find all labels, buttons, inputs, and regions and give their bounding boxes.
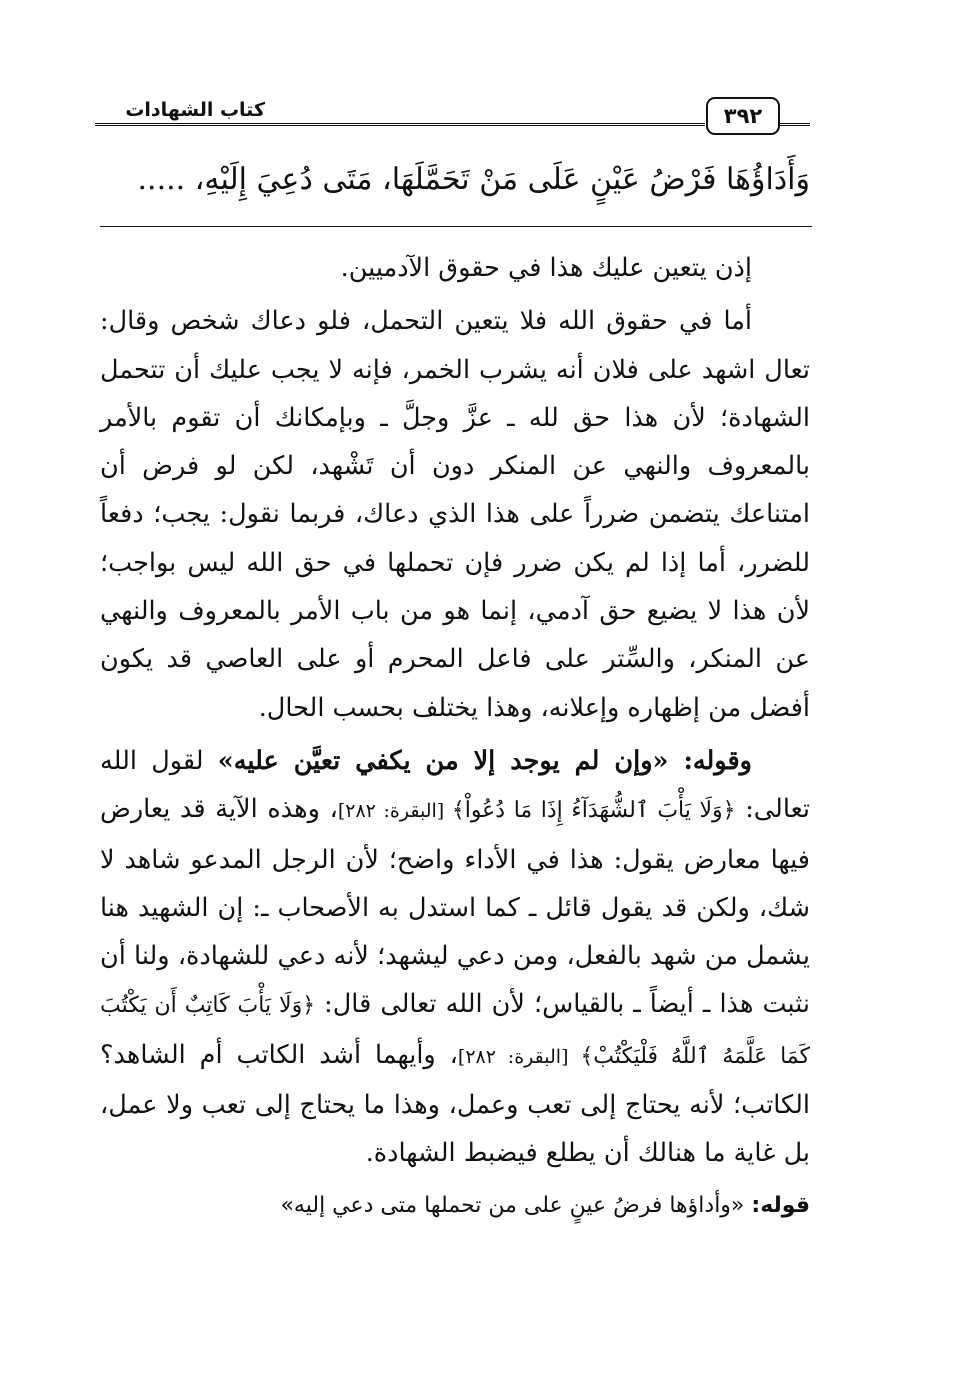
page-number: ٣٩٢: [706, 97, 780, 135]
paragraph-3-text-3: ، وأيهما أشد الكاتب أم الشاهد؟ الكاتب؛ لأنه يحتاج إلى تعب وعمل، وهذا ما يحتاج إلى تعب ولا عمل، بل غاية ما هنالك أن يطلع فيضبط الشهادة.: [100, 1039, 810, 1169]
matn-divider: [100, 226, 812, 227]
header-rule-left: [95, 123, 705, 129]
commentary-body: [100, 244, 810, 1230]
paragraph-3: [100, 737, 810, 1178]
paragraph-3-text-2: ، وهذه الآية قد يعارض فيها معارض يقول: هذا في الأداء واضح؛ لأن الرجل المدعو شاهد لا شك، ولكن قد يقول قائل ـ كما استدل به الأصحاب ـ: إن الشهيد هنا يشمل من شهد بالفعل، ومن دعي ليشهد؛ لأنه دعي للشهادة، ولنا أن نثبت هذا ـ أيضاً ـ بالقياس؛ لأن الله تعالى قال:: [100, 794, 810, 1020]
quran-reference-2: [البقرة: ٢٨٢]: [457, 1045, 581, 1068]
section-subheading: [100, 1182, 810, 1230]
subheading-lead: قوله:: [751, 1192, 810, 1218]
header-rule-right: [780, 123, 810, 129]
paragraph-3-lead: وقوله: «وإن لم يوجد إلا من يكفي تعيَّن عليه»: [217, 745, 752, 776]
quran-verse-2: ﴿وَلَا يَأْبَ كَاتِبٌ أَن يَكْتُبَ كَمَا عَلَّمَهُ ٱللَّهُ فَلْيَكْتُبْ﴾: [100, 993, 810, 1069]
subheading-quote: «وأداؤها فرضُ عينٍ على من تحملها متى دعي إليه»: [280, 1192, 752, 1218]
book-title: كتاب الشهادات: [125, 99, 265, 121]
paragraph-3-text-1: لقول الله تعالى:: [100, 745, 810, 825]
quran-verse-1: ﴿وَلَا يَأْبَ ٱلشُّهَدَآءُ إِذَا مَا دُعُواْ﴾: [451, 798, 736, 824]
matn-text: وَأَدَاؤُهَا فَرْضُ عَيْنٍ عَلَى مَنْ تَحَمَّلَهَا، مَتَى دُعِيَ إِلَيْهِ، .....: [137, 162, 810, 197]
running-header: [95, 97, 810, 143]
paragraph-2: أما في حقوق الله فلا يتعين التحمل، فلو دعاك شخص وقال: تعال اشهد على فلان أنه يشرب الخمر، فإنه لا يجب عليك أن تتحمل الشهادة؛ لأن هذا حق لله ـ عزَّ وجلَّ ـ وبإمكانك أن تقوم بالأمر بالمعروف والنهي عن المنكر دون أن تَشْهد، لكن لو فرض أن امتناعك يتضمن ضرراً على هذا الذي دعاك، فربما نقول: يجب؛ دفعاً للضرر، أما إذا لم يكن ضرر فإن تحملها في حق الله ليس بواجب؛ لأن هذا لا يضيع حق آدمي، إنما هو من باب الأمر بالمعروف والنهي عن المنكر، والسِّتر على فاعل المحرم أو على العاصي قد يكون أفضل من إظهاره وإعلانه، وهذا يختلف بحسب الحال.: [100, 306, 810, 723]
quran-reference-1: [البقرة: ٢٨٢]: [337, 800, 452, 823]
paragraph-1: إذن يتعين عليك هذا في حقوق الآدميين.: [340, 253, 752, 283]
